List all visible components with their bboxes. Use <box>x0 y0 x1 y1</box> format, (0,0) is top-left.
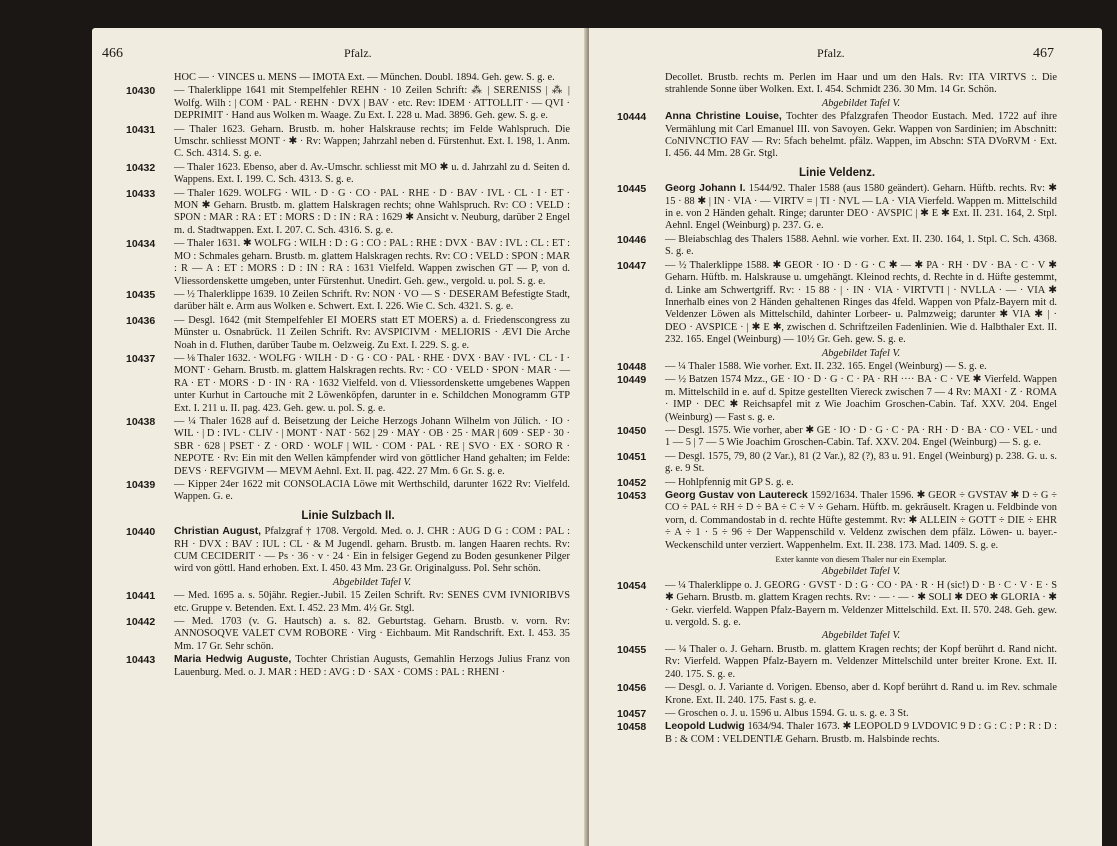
catalog-entry <box>617 708 1057 720</box>
footnote: Exter kannte von diesem Thaler nur ein Exemplar. <box>775 554 947 565</box>
catalog-entry <box>617 682 1057 707</box>
entry-text: — Groschen o. J. u. 1596 u. Albus 1594. G. u. s. g. e. 3 St. <box>665 707 909 719</box>
catalog-entry <box>617 260 1057 347</box>
person-name: Christian August, <box>174 526 262 538</box>
entry-text: — Thaler 1631. ✱ WOLFG : WILH : D : G : CO : PAL : RHE : DVX · BAV : IVL : CL : ET : MO : Schmales geharn. Brustb. m. glattem Halskragen rechts. Rv: CO : VELD : SPON : MAR : R — A : ET : MORS : D : IN : RA : 1631 Vielfeld. Wappen zwischen GT — P, von d. Vliessordenskette umgeben, unter Fürstenhut. Unedirt. Geh. gew., vergold. u. pol. S. g. e. <box>174 238 570 287</box>
left-page-text <box>126 72 570 680</box>
entry-number: 10458 <box>617 721 647 734</box>
plate-reference: Abgebildet Tafel V. <box>332 576 412 588</box>
entry-text: — ¼ Thaler 1628 auf d. Beisetzung der Leiche Herzogs Johann Wilhelm von Jülich. · IO · WIL · | D : IVL · CLIV · | MONT · NAT · 562 | 29 · MAY · OB · 25 · MAR | 609 · SEP · 30 · SBR · 628 | PSET · Z · ORD · WOLF | WIL · COM · PAL · RE | SVO · EX · SORO R · NEPOTE · Rv: Ein mit den Wellen kämpfender wird von göttlicher Hand gehalten; im Felde: DEVS · REFVGIVM — MEVM Aehnl. Ext. II. pag. 422. 27 Mm. 6 Gr. S. g. e. <box>174 415 570 477</box>
entry-number: 10437 <box>126 352 156 365</box>
plate-reference: Abgebildet Tafel V. <box>821 97 901 109</box>
plate-reference: Abgebildet Tafel V. <box>821 347 901 359</box>
person-name: Georg Johann I. <box>665 183 746 195</box>
catalog-entry <box>126 124 570 161</box>
entry-number: 10436 <box>126 314 156 327</box>
entry-text: Decollet. Brustb. rechts m. Perlen im Haar und um den Hals. Rv: ITA VIRTVS :. Die strahlende Sonne über Wolken. Ext. I. 454. Schmidt 236. 30 Mm. 14 Gr. Schön. <box>665 72 1057 96</box>
entry-number: 10432 <box>126 161 156 174</box>
entry-text: Tochter des Pfalzgrafen Theodor Eustach. Med. 1722 auf ihre Vermählung mit Carl Emanuel III. von Savoyen. Gekr. Wappen von Sardinien; im Abschnitt: CoNIVNCTIO FAV — Rv: 5fach behelmt. pfälz. Wappen, im Abschn: STA DVoRVM · Ext. I. 456. 44 Mm. 28 Gr. Stgl. <box>665 111 1058 160</box>
entry-text: — Bleiabschlag des Thalers 1588. Aehnl. wie vorher. Ext. II. 230. 164, 1. Stpl. C. Sch. 4368. S. g. e. <box>665 233 1057 258</box>
entry-number: 10456 <box>617 682 647 695</box>
plate-reference: Abgebildet Tafel V. <box>821 566 901 578</box>
plate-reference: Abgebildet Tafel V. <box>821 630 901 642</box>
catalog-entry <box>126 85 570 122</box>
section-title: Linie Sulzbach II. <box>301 509 395 522</box>
running-head: Pfalz. <box>817 46 845 60</box>
catalog-entry <box>617 374 1057 424</box>
entry-number: 10450 <box>617 424 647 437</box>
entry-number: 10451 <box>617 450 647 463</box>
catalog-entry <box>126 289 570 314</box>
catalog-entry <box>617 644 1057 681</box>
entry-number: 10433 <box>126 187 156 200</box>
entry-text: Tochter Christian Augusts, Gemahlin Herzogs Julius Franz von Lauenburg. Med. o. J. MAR : HED : AVG : D · SAX · COMS : PAL : RHENI · <box>174 654 570 678</box>
catalog-entry <box>126 353 570 415</box>
entry-number: 10442 <box>126 616 156 629</box>
entry-number: 10454 <box>617 579 647 592</box>
entry-text: — ⅛ Thaler 1632. · WOLFG · WILH · D · G · CO · PAL · RHE · DVX · BAV · IVL · CL · I · MONT · Geharn. Brustb. m. glattem Halskragen rechts. Rv: · CO · VELD · SPON · MAR · — RA · ET · MORS · D · IN · RA · 1632 Vielfeld. von d. Vliessordenskette umgebenes Wappen unter Kurhut in Cartouche mit 2 Löwenköpfen, darunter in e. Schildchen Monogramm GTP Ext. I. 211 u. II. pag. 423. Geh. gew. u. pol. S. g. e. <box>174 352 570 414</box>
entry-text: — Desgl. 1575. Wie vorher, aber ✱ GE · IO · D · G · C · PA · RH · D · BA · CO · VEL · und 1 — 5 | 7 — 5 Wie Joachim Groschen-Cabin. Taf. XXV. 204. Engel (Weinburg) — S. g. e. <box>665 424 1057 449</box>
catalog-entry <box>126 72 570 84</box>
entry-number: 10443 <box>126 654 156 667</box>
entry-number: 10453 <box>617 490 647 502</box>
catalog-entry <box>126 416 570 478</box>
entry-text: — ¼ Thalerklippe o. J. GEORG · GVST · D : G · CO · PA · R · H (sic!) D · B · C · V · E · S ✱ Geharn. Brustb. m. glattem Kragen rechts. Rv: · — · — · ✱ SOLI ✱ DEO ✱ GLORIA · ✱ · Gekr. vierfeld. Wappen Pfalz-Bayern m. Veldenzer Mittelschild. Ext. II. 570. 248. Geh. gew. u. vergold. S. g. e. <box>665 579 1057 629</box>
catalog-entry <box>126 479 570 504</box>
entry-text: — Desgl. 1642 (mit Stempelfehler EI MOERS statt ET MOERS) a. d. Friedenscongress zu Münster u. Osnabrück. 11 Zeilen Schrift. Rv: AVSPICIVM · MELIORIS · ÆVI Die Arche Noah in d. Fluthen, darüber Taube m. Oelzweig. Zu Ext. I. 229. S. g. e. <box>174 314 570 351</box>
entry-text: — Kipper 24er 1622 mit CONSOLACIA Löwe mit Werthschild, darunter 1622 Rv: Vielfeld. Wappen. G. e. <box>174 479 570 503</box>
entry-text: 1544/92. Thaler 1588 (aus 1580 geändert). Geharn. Hüftb. rechts. Rv: ✱ 15 · 88 ✱ | IN · VIA · — VIRTV = | TI · NVL — LA · VIA Vierfeld. Wappen m. Mittelschild in e. von 2 Händen gehalt. Ringe; darunter DEO · AVSPIC | ✱ E ✱ Ext. II. 231. 164, 2. Stpl. Aehnl. Engel (Weinburg) p. 237. G. e. <box>665 183 1058 232</box>
catalog-entry <box>617 361 1057 373</box>
entry-text: — Med. 1703 (v. G. Hautsch) a. s. 82. Geburtstag. Geharn. Brustb. v. vorn. Rv: ANNOSOQVE VALET CVM ROBORE · Virg · Eichbaum. Mit Randschrift. Ext. I. 453. 35 Mm. 17 Gr. Sehr schön. <box>174 616 570 652</box>
entry-number: 10457 <box>617 707 647 720</box>
catalog-entry <box>126 315 570 352</box>
catalog-entry <box>617 721 1057 746</box>
catalog-entry <box>126 590 570 615</box>
page-number: 467 <box>1033 46 1054 61</box>
entry-text: — Med. 1695 a. s. 50jähr. Regier.-Jubil. 15 Zeilen Schrift. Rv: SENES CVM IVNIORIBVS etc. Gruppe v. Betenden. Ext. I. 452. 23 Mm. 4½ Gr. Stgl. <box>174 590 570 614</box>
catalog-entry <box>126 188 570 238</box>
entry-text: — Hohlpfennig mit GP S. g. e. <box>665 476 794 488</box>
entry-number: 10452 <box>617 476 647 489</box>
person-name: Leopold Ludwig <box>665 721 745 733</box>
catalog-entry <box>126 616 570 653</box>
running-head: Pfalz. <box>344 46 372 60</box>
entry-number: 10434 <box>126 238 156 251</box>
left-page <box>92 28 588 846</box>
entry-text: — Thaler 1629. WOLFG · WIL · D · G · CO · PAL · RHE · D · BAV · IVL · CL · I · ET · MON ✱ Geharn. Brustb. m. glattem Halskragen rechts; ohne Wahlspruch. Rv: CO : VELD : SPON : MAR : RA : ET : MORS : D : IN : RA : 1629 ✱ Ansicht v. Neuburg, darüber 2 Engel m. d. Stadtwappen. Ext. I. 207. C. Sch. 4316. S. g. e. <box>174 187 570 236</box>
entry-number: 10445 <box>617 183 647 196</box>
entry-text: 1592/1634. Thaler 1596. ✱ GEOR ÷ GVSTAV ✱ D ÷ G ÷ CO ÷ PAL ÷ RH ÷ D ÷ BA ÷ C ÷ V ÷ Geharn. Hüftb. m. gekräuselt. Kragen u. Feldbinde von vorn, d. Commandostab in d. rechte Hüfte gestemmt. Rv: ✱ ALLEIN ÷ GOTT ÷ DIE ÷ EHR ÷ A ÷ 1 · 5 ÷ 96 ÷ Der Wappenschild v. Veldenz zwischen dem pfälz. Löwen- u. bayer.- Weckenschild unter verziert. Wappenhelm. Ext. II. 238. 173. Mad. 1409. S. g. e. <box>665 490 1057 551</box>
entry-text: — Thalerklippe 1641 mit Stempelfehler REHN · 10 Zeilen Schrift: ⁂ | SERENISS | ⁂ | Wolfg. Wilh : | COM · PAL · REHN · DVX | BAV · etc. Rev: IDEM · ATTOLLIT · — QVI · DEPRIMIT · Hand aus Wolken m. Waage. Zu Ext. I. 228 u. Mad. 3896. Geh. gew. S. g. e. <box>174 85 570 122</box>
entry-text: HOC — · VINCES u. MENS — IMOTA Ext. — München. Doubl. 1894. Geh. gew. S. g. e. <box>174 72 555 83</box>
entry-text: — Thaler 1623. Geharn. Brustb. m. hoher Halskrause rechts; im Felde Wahlspruch. Die Umschr. schliesst MONT · ✱ · Rv: Wappen; Jahrzahl neben d. Fürstenhut. Ext. I. 198, 1. Anm. C. Sch. 4314. S. g. e. <box>174 123 570 160</box>
entry-number: 10444 <box>617 111 647 124</box>
catalog-entry <box>617 111 1057 161</box>
catalog-entry <box>126 654 570 679</box>
entry-number: 10449 <box>617 374 647 387</box>
entry-number: 10441 <box>126 590 156 603</box>
entry-number: 10455 <box>617 643 647 656</box>
entry-text: Pfalzgraf † 1708. Vergold. Med. o. J. CHR : AUG D G : COM : PAL : RH · DVX : BAV : IUL : CL · & M Jugendl. geharn. Brustb. m. langen Haaren rechts. Rv: CUM CECIDERIT · — Ps · 36 · v · 24 · Ein in felsiger Gegend zu Boden gesunkener Pilger wird von göttl. Hand erhoben. Ext. I. 450. 43 Mm. 23 Gr. Originalguss. Pol. Sehr schön. <box>174 526 570 575</box>
catalog-entry <box>617 183 1057 233</box>
entry-text: — Desgl. 1575, 79, 80 (2 Var.), 81 (2 Var.), 82 (?), 83 u. 91. Engel (Weinburg) p. 238. G. u. s. g. e. 9 St. <box>665 450 1057 475</box>
entry-text: — ½ Batzen 1574 Mzz., GE · IO · D · G · C · PA · RH ···· BA · C · VE ✱ Vierfeld. Wappen m. Mittelschild in e. auf d. Spitze gestellten Viereck zwischen 7 — 4 Rv: MAXI · Z · ROMA · IMP · DEC ✱ Reichsapfel mit z Wie Joachim Groschen-Cabin. Taf. XXV. 204. Engel (Weinburg) — Fast s. g. e. <box>665 374 1057 423</box>
catalog-entry <box>617 580 1057 630</box>
entry-text: — ¼ Thaler 1588. Wie vorher. Ext. II. 232. 165. Engel (Weinburg) — S. g. e. <box>665 360 987 372</box>
entry-number: 10446 <box>617 233 647 246</box>
catalog-entry <box>126 238 570 288</box>
person-name: Anna Christine Louise, <box>665 111 782 123</box>
entry-text: — Thaler 1623. Ebenso, aber d. Av.-Umschr. schliesst mit MO ✱ u. d. Jahrzahl zu d. Seiten d. Wappens. Ext. I. 199. C. Sch. 4313. S. g. e. <box>174 161 570 186</box>
right-page-text <box>617 72 1057 747</box>
entry-text: — Desgl. o. J. Variante d. Vorigen. Ebenso, aber d. Kopf berührt d. Rand u. im Rev. schmale Krone. Ext. II. 240. 175. Fast s. g. e. <box>665 682 1057 706</box>
catalog-entry <box>617 451 1057 476</box>
catalog-entry <box>617 425 1057 450</box>
entry-number: 10439 <box>126 479 156 491</box>
entry-number: 10435 <box>126 288 156 301</box>
entry-text: — ½ Thalerklippe 1639. 10 Zeilen Schrift. Rv: NON · VO — S · DESERAM Befestigte Stadt, darüber hält e. Arm aus Wolken e. Schwert. Ext. I. 226. Wie C. Sch. 4321. S. g. e. <box>174 288 570 313</box>
page-number: 466 <box>102 46 123 61</box>
catalog-entry <box>126 526 570 576</box>
entry-number: 10440 <box>126 526 156 539</box>
entry-number: 10448 <box>617 360 647 373</box>
entry-text: 1634/94. Thaler 1673. ✱ LEOPOLD 9 LVDOVIC 9 D : G : C : P : R : D : B : & COM : VELDENTIÆ Geharn. Brustb. m. Halsbinde rechts. <box>665 721 1057 745</box>
entry-number: 10447 <box>617 259 647 272</box>
catalog-entry <box>617 72 1057 97</box>
person-name: Maria Hedwig Auguste, <box>174 654 292 666</box>
entry-text: — ¼ Thaler o. J. Geharn. Brustb. m. glattem Kragen rechts; der Kopf berührt d. Rand nicht. Rv: Vierfeld. Wappen Pfalz-Bayern m. Veldenzer Mittelschild unter breiter Krone. Ext. II. 240. 175. S. g. e. <box>665 643 1057 680</box>
entry-number: 10438 <box>126 415 156 428</box>
entry-number: 10431 <box>126 123 156 136</box>
entry-text: — ½ Thalerklippe 1588. ✱ GEOR · IO · D · G · C ✱ — ✱ PA · RH · DV · BA · C · V ✱ Geharn. Hüftb. m. Halskrause u. umgehängt. Kleinod rechts, d. Rechte in d. Hüfte gestemmt, d. Linke am Schwertgriff. Rv: · 15 88 · | · IN · VIA · VIRTVTI | · NVLLA · — · VIA ✱ Innerhalb eines von 2 Händen gehaltenen Ringes das 4feld. Wappen von Pfalz-Bayern mit d. Veldenzer Löwen als Mittelschild, dahinter Lorbeer- u. Palmzweig; darunter ✱ VIA ✱ | · DEO · AVSPICE · | ✱ E ✱, zwischen d. Schriftzeilen Fadenlinien. Wie d. Halbthaler Ext. II. 232. 165. Engel (Weinburg) — 10½ Gr. Geh. gew. S. g. e. <box>665 259 1057 346</box>
catalog-entry <box>126 162 570 187</box>
catalog-entry <box>617 490 1057 552</box>
section-title: Linie Veldenz. <box>798 166 876 179</box>
catalog-entry <box>617 477 1057 489</box>
catalog-entry <box>617 234 1057 259</box>
right-page <box>589 28 1102 846</box>
entry-number: 10430 <box>126 85 156 98</box>
person-name: Georg Gustav von Lautereck <box>665 490 808 501</box>
